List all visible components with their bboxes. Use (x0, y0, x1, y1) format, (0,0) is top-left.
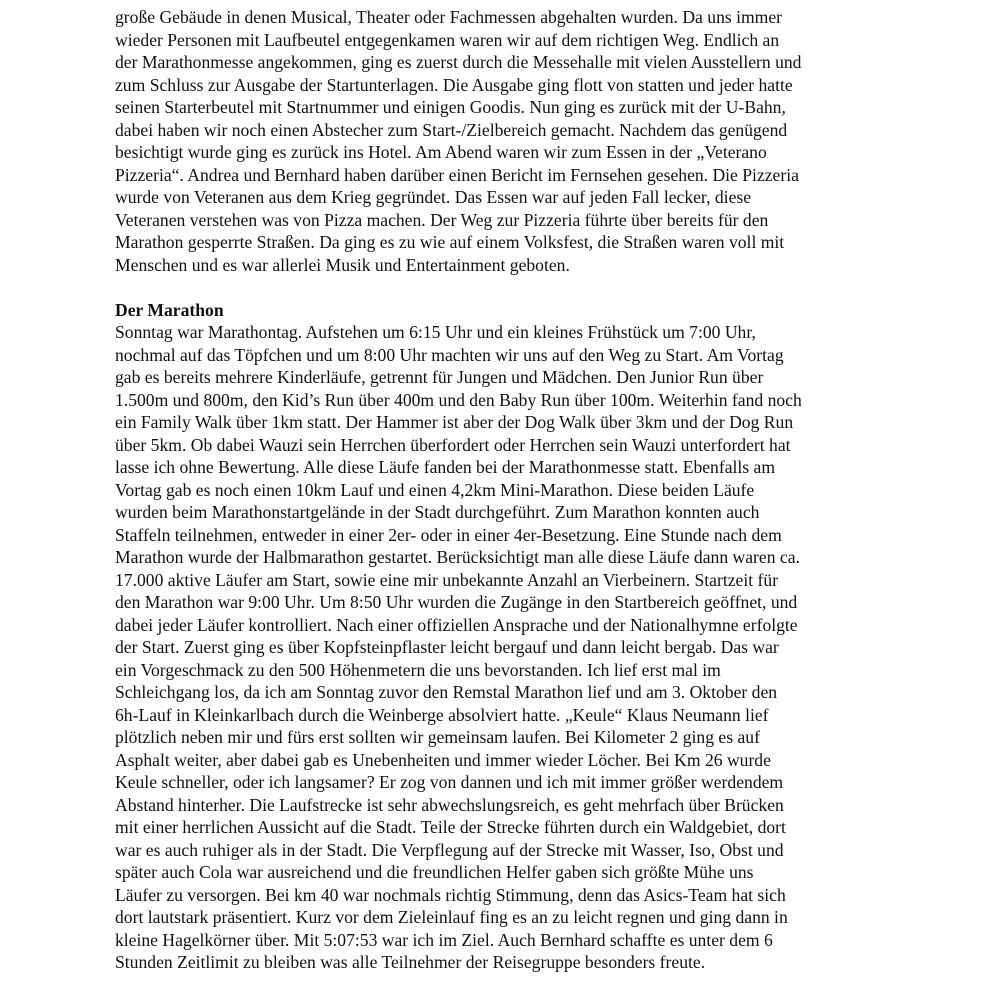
section-heading: Der Marathon (115, 299, 224, 320)
text-line: dabei jeder Läufer kontrolliert. Nach einer offiziellen Ansprache und der Nationalhymne erfolgte (115, 614, 798, 635)
text-line: kleine Hagelkörner über. Mit 5:07:53 war ich im Ziel. Auch Bernhard schaffte es unter dem 6 (115, 929, 773, 950)
text-line: Stunden Zeitlimit zu bleiben was alle Teilnehmer der Reisegruppe besonders freute. (115, 952, 706, 972)
text-line: Staffeln teilnehmen, entweder in einer 2er- oder in einer 4er-Besetzung. Eine Stunde nach dem (115, 524, 782, 545)
text-line: besichtigt wurde ging es zurück ins Hotel. Am Abend waren wir zum Essen in der „Veterano (115, 142, 767, 162)
text-line: seinen Starterbeutel mit Startnummer und einigen Goodis. Nun ging es zurück mit der U-Bahn, (115, 97, 786, 117)
text-line: 1.500m und 800m, den Kid’s Run über 400m und den Baby Run über 100m. Weiterhin fand noch (115, 389, 802, 410)
text-line: Keule schneller, oder ich langsamer? Er zog von dannen und ich mit immer größer werdendem (115, 772, 784, 792)
text-line: Sonntag war Marathontag. Aufstehen um 6:15 Uhr und ein kleines Frühstück um 7:00 Uhr, (115, 322, 756, 342)
intro-paragraph (115, 6, 895, 276)
text-line: war es auch ruhiger als in der Stadt. Die Verpflegung auf der Strecke mit Wasser, Iso, Obst und (115, 839, 784, 860)
text-line: später auch Cola war ausreichend und die freundlichen Helfer gaben sich größte Mühe uns (115, 862, 754, 882)
text-line: Läufer zu versorgen. Bei km 40 war nochmals richtig Stimmung, denn das Asics-Team hat sich (115, 884, 786, 905)
text-line: 6h-Lauf in Kleinkarlbach durch die Weinberge absolviert hatte. „Keule“ Klaus Neumann lief (115, 704, 769, 725)
text-line: Asphalt weiter, aber dabei gab es Unebenheiten und immer wieder Löcher. Bei Km 26 wurde (115, 749, 771, 770)
text-line: den Marathon war 9:00 Uhr. Um 8:50 Uhr wurden die Zugänge in den Startbereich geöffnet, und (115, 592, 798, 612)
text-line: wieder Personen mit Laufbeutel entgegenkamen waren wir auf dem richtigen Weg. Endlich an (115, 29, 780, 50)
text-line: über 5km. Ob dabei Wauzi sein Herrchen überfordert oder Herrchen sein Wauzi unterfordert hat (115, 434, 791, 455)
text-line: der Marathonmesse angekommen, ging es zuerst durch die Messehalle mit vielen Ausstellern und (115, 52, 802, 72)
text-line: Schleichgang los, da ich am Sonntag zuvor den Remstal Marathon lief und am 3. Oktober den (115, 682, 778, 702)
text-line: 17.000 aktive Läufer am Start, sowie eine mir unbekannte Anzahl an Vierbeinern. Startzeit für (115, 569, 779, 590)
text-line: mit einer herrlichen Aussicht auf die Stadt. Teile der Strecke führten durch ein Waldgebiet, dort (115, 817, 786, 837)
text-line: wurde von Veteranen aus dem Krieg gegründet. Das Essen war auf jeden Fall lecker, diese (115, 187, 752, 207)
text-line: zum Schluss zur Ausgabe der Startunterlagen. Die Ausgabe ging flott von statten und jeder hatte (115, 74, 793, 95)
text-line: dort lautstark präsentiert. Kurz vor dem Zieleinlauf fing es an zu leicht regnen und ging dann in (115, 907, 788, 927)
text-line: große Gebäude in denen Musical, Theater oder Fachmessen abgehalten wurden. Da uns immer (115, 7, 783, 27)
text-line: Marathon wurde der Halbmarathon gestartet. Berücksichtigt man alle diese Läufe dann waren ca. (115, 547, 800, 567)
text-line: nochmal auf das Töpfchen und um 8:00 Uhr machten wir uns auf den Weg zu Start. Am Vortag (115, 344, 784, 365)
text-line: Pizzeria“. Andrea und Bernhard haben darüber einen Bericht im Fernsehen gesehen. Die Pizzeria (115, 164, 799, 185)
text-line: Veteranen verstehen was von Pizza machen. Der Weg zur Pizzeria führte über bereits für den (115, 209, 769, 230)
text-line: der Start. Zuerst ging es über Kopfsteinpflaster leicht bergauf und dann leicht bergab. Das war (115, 637, 779, 657)
text-line: ein Vorgeschmack zu den 500 Höhenmetern die uns bevorstanden. Ich lief erst mal im (115, 659, 721, 680)
text-line: lasse ich ohne Bewertung. Alle diese Läufe fanden bei der Marathonmesse statt. Ebenfalls am (115, 457, 776, 477)
text-line: Abstand hinterher. Die Laufstrecke ist sehr abwechslungsreich, es geht mehrfach über Brücken (115, 794, 784, 815)
paragraph-gap (115, 276, 895, 299)
text-line: plötzlich neben mir und fürs erst sollten wir gemeinsam laufen. Bei Kilometer 2 ging es auf (115, 727, 760, 747)
text-line: ein Family Walk über 1km statt. Der Hammer ist aber der Dog Walk über 3km und der Dog Run (115, 412, 794, 432)
text-line: wurden beim Marathonstartgelände in der Stadt durchgeführt. Zum Marathon konnten auch (115, 502, 760, 522)
section-paragraph (115, 321, 895, 974)
text-line: Marathon gesperrte Straßen. Da ging es zu wie auf einem Volksfest, die Straßen waren voll mit (115, 232, 785, 252)
text-line: gab es bereits mehrere Kinderläufe, getrennt für Jungen und Mädchen. Den Junior Run über (115, 367, 764, 387)
text-line: dabei haben wir noch einen Abstecher zum Start-/Zielbereich gemacht. Nachdem das genügend (115, 119, 788, 140)
document-page (115, 6, 895, 974)
text-line: Vortag gab es noch einen 10km Lauf und einen 4,2km Mini-Marathon. Diese beiden Läufe (115, 479, 755, 500)
text-line: Menschen und es war allerlei Musik und Entertainment geboten. (115, 254, 570, 275)
